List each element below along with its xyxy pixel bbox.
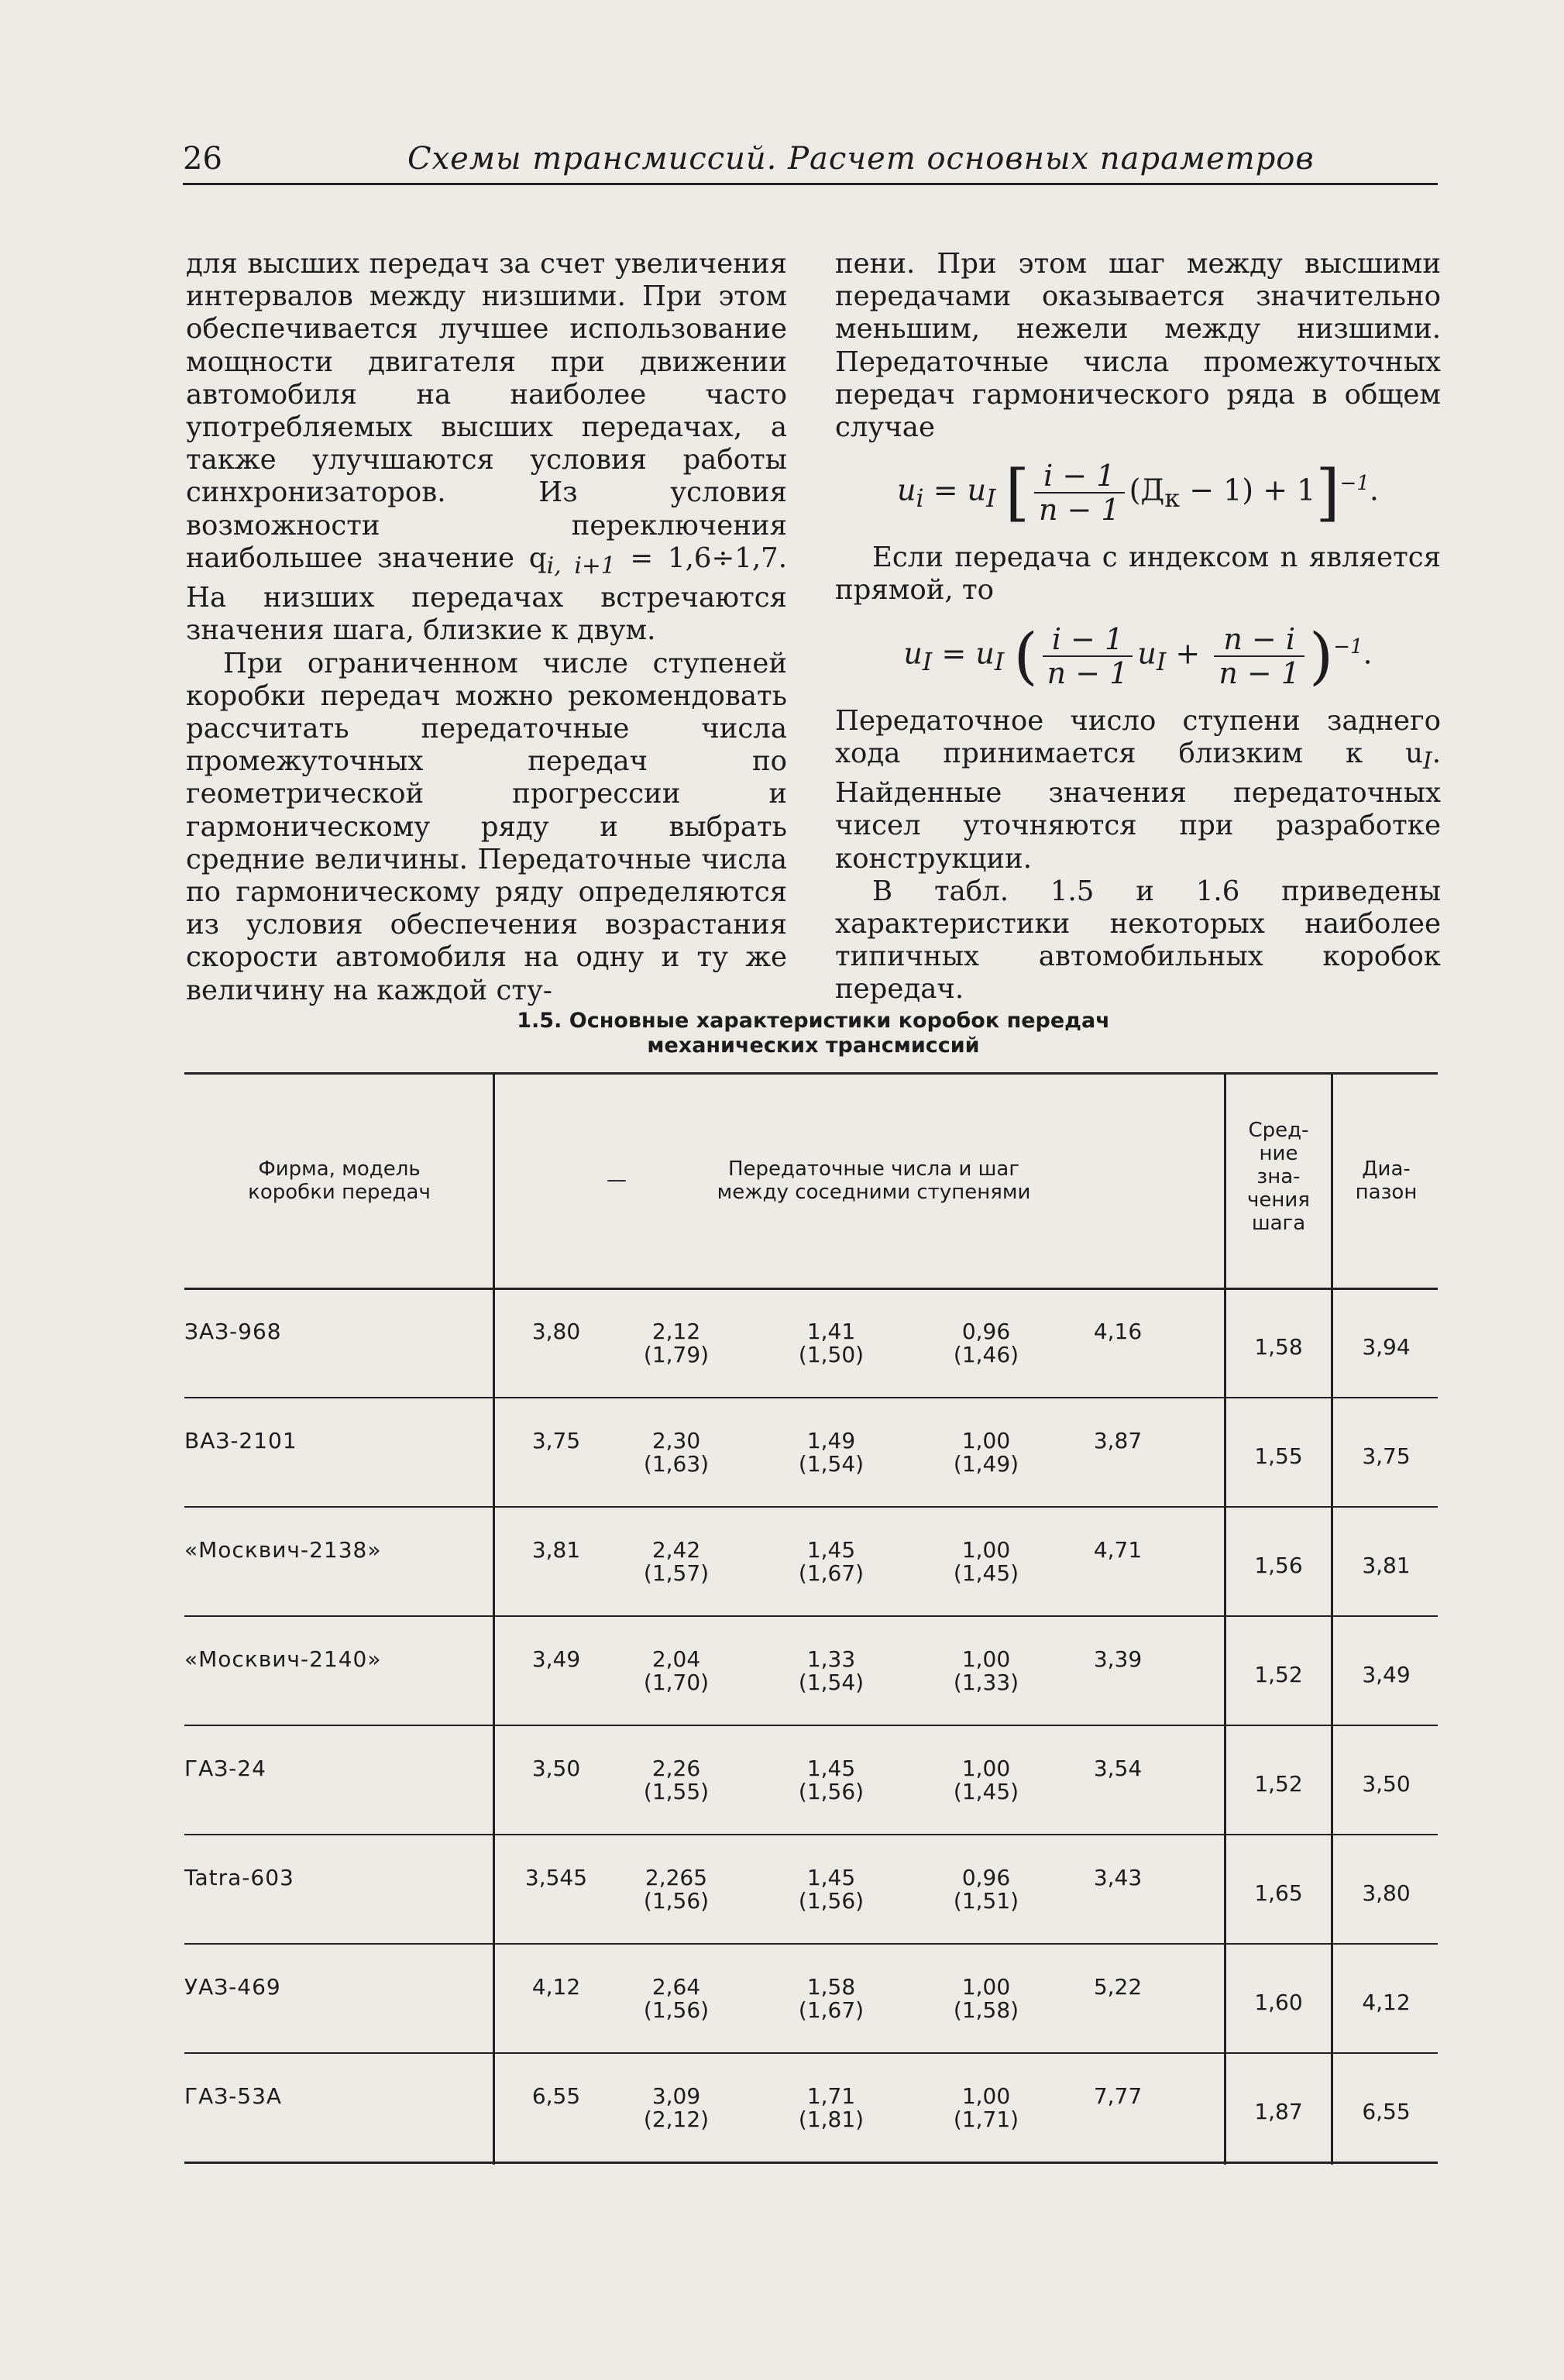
step-value: (1,49) xyxy=(953,1451,1019,1477)
cell-g3 xyxy=(781,1976,882,2022)
gear-ratio: 1,71 xyxy=(806,2083,856,2109)
gear-ratio: 0,96 xyxy=(961,1865,1011,1890)
cell-avg-step: 1,52 xyxy=(1254,1771,1303,1797)
col-divider-range xyxy=(1331,1072,1333,2165)
gear-ratio: 1,58 xyxy=(806,1974,856,2000)
cell-g1 xyxy=(510,1648,603,1671)
cell-firm-model: ЗАЗ-968 xyxy=(184,1319,282,1344)
gear-ratio: 3,81 xyxy=(531,1537,581,1563)
step-value: (1,51) xyxy=(953,1888,1019,1914)
right-paragraph-3: Передаточное число ступени заднего хода принимается близким к $u_I$. Найденные значения передаточных чисел уточняются при разработке конструкции. xyxy=(835,704,1441,875)
gear-ratio: 4,71 xyxy=(1093,1537,1143,1563)
left-column xyxy=(186,248,787,1007)
cell-firm-model: ВАЗ-2101 xyxy=(184,1428,297,1453)
cell-firm-model: ГАЗ-53А xyxy=(184,2083,283,2109)
row-divider xyxy=(184,1725,1438,1726)
cell-g3 xyxy=(781,1539,882,1585)
cell-g1 xyxy=(510,1866,603,1890)
gear-ratio: 1,00 xyxy=(961,1756,1011,1781)
cell-g4 xyxy=(928,1976,1044,2022)
cell-avg-step: 1,55 xyxy=(1254,1443,1303,1469)
cell-rev xyxy=(1075,1757,1160,1780)
left-paragraph-1: для высших передач за счет увеличения интервалов между низшими. При этом обеспечивается лучшее использование мощности двигателя при движении автомобиля на наиболее часто употребляемых высших передачах, а также улучшаются условия работы синхронизаторов. Из условия возможности переключения наибольшее значение $q_{i, i+1} = 1,6\div 1,7$. На низших передачах встречаются значения шага, близкие к двум. xyxy=(186,248,787,647)
table-header-rule xyxy=(184,1288,1438,1290)
gear-ratio: 7,77 xyxy=(1093,2083,1143,2109)
header-dash: — xyxy=(607,1168,627,1192)
gear-ratio: 3,09 xyxy=(651,2083,701,2109)
row-divider xyxy=(184,1834,1438,1835)
cell-g1 xyxy=(510,1320,603,1343)
gear-ratio: 1,45 xyxy=(806,1756,856,1781)
step-value: (1,79) xyxy=(643,1342,710,1367)
gear-ratio: 0,96 xyxy=(961,1319,1011,1344)
cell-firm-model: УАЗ-469 xyxy=(184,1974,281,2000)
row-divider xyxy=(184,1943,1438,1945)
formula-direct: $u_I = u_I$ ( $\frac{i - 1}{n - 1}$ $u_I$ + $\frac{n - i}{n - 1}$ )$^{-1}$. xyxy=(903,619,1373,692)
cell-g4 xyxy=(928,1539,1044,1585)
gear-ratio: 1,00 xyxy=(961,1974,1011,2000)
step-value: (1,33) xyxy=(953,1670,1019,1695)
gear-ratio: 1,00 xyxy=(961,1646,1011,1672)
step-value: (1,46) xyxy=(953,1342,1019,1367)
cell-rev xyxy=(1075,1429,1160,1453)
row-divider xyxy=(184,2052,1438,2054)
header-firm: Фирма, модель коробки передач xyxy=(248,1157,431,1204)
cell-avg-step: 1,65 xyxy=(1254,1880,1303,1906)
cell-g2 xyxy=(618,1976,734,2022)
gear-ratio: 3,50 xyxy=(531,1756,581,1781)
step-value: (1,58) xyxy=(953,1997,1019,2023)
cell-g1 xyxy=(510,1429,603,1453)
step-value: (1,56) xyxy=(643,1888,710,1914)
cell-range: 3,50 xyxy=(1362,1771,1411,1797)
cell-g4 xyxy=(928,1866,1044,1913)
cell-rev xyxy=(1075,2085,1160,2108)
step-value: (1,56) xyxy=(643,1997,710,2023)
cell-avg-step: 1,56 xyxy=(1254,1553,1303,1578)
cell-avg-step: 1,58 xyxy=(1254,1334,1303,1360)
cell-rev xyxy=(1075,1648,1160,1671)
cell-range: 3,75 xyxy=(1362,1443,1411,1469)
cell-rev xyxy=(1075,1866,1160,1890)
row-divider xyxy=(184,1506,1438,1508)
gear-ratio: 4,12 xyxy=(531,1974,581,2000)
cell-g3 xyxy=(781,2085,882,2131)
formula-harmonic: $u_i = u_I$ [ $\frac{i - 1}{n - 1}$ $(Д_к - 1) + 1]^{-1}$. xyxy=(897,456,1379,529)
step-value: (1,54) xyxy=(798,1451,864,1477)
table-caption: 1.5. Основные характеристики коробок передач механических трансмиссий xyxy=(517,1009,1110,1058)
gear-ratio: 2,12 xyxy=(651,1319,701,1344)
step-value: (1,50) xyxy=(798,1342,864,1367)
gear-ratio: 1,49 xyxy=(806,1428,856,1453)
step-value: (1,67) xyxy=(798,1997,864,2023)
cell-g3 xyxy=(781,1320,882,1367)
header-range: Диа- пазон xyxy=(1355,1157,1418,1204)
cell-g3 xyxy=(781,1866,882,1913)
cell-g2 xyxy=(618,1429,734,1476)
gear-ratio: 3,75 xyxy=(531,1428,581,1453)
cell-g2 xyxy=(618,1648,734,1694)
gear-ratio: 2,30 xyxy=(651,1428,701,1453)
cell-g2 xyxy=(618,2085,734,2131)
cell-g4 xyxy=(928,1320,1044,1367)
col-divider-firm xyxy=(493,1072,495,2165)
gear-ratio: 1,41 xyxy=(806,1319,856,1344)
cell-range: 3,81 xyxy=(1362,1553,1411,1578)
step-value: (1,81) xyxy=(798,2107,864,2132)
gear-ratio: 3,49 xyxy=(531,1646,581,1672)
step-value: (1,56) xyxy=(798,1779,864,1804)
gear-ratio: 1,45 xyxy=(806,1865,856,1890)
gear-ratio: 4,16 xyxy=(1093,1319,1143,1344)
cell-range: 3,49 xyxy=(1362,1662,1411,1687)
gear-ratio: 1,00 xyxy=(961,1537,1011,1563)
gear-ratio: 6,55 xyxy=(531,2083,581,2109)
cell-g1 xyxy=(510,1539,603,1562)
cell-g4 xyxy=(928,1429,1044,1476)
cell-g3 xyxy=(781,1757,882,1804)
step-value: (1,57) xyxy=(643,1560,710,1586)
step-value: (1,54) xyxy=(798,1670,864,1695)
step-value: (1,55) xyxy=(643,1779,710,1804)
cell-g2 xyxy=(618,1539,734,1585)
cell-g1 xyxy=(510,2085,603,2108)
table-top-rule xyxy=(184,1072,1438,1075)
step-value: (1,63) xyxy=(643,1451,710,1477)
step-value: (1,67) xyxy=(798,1560,864,1586)
gear-ratio: 2,26 xyxy=(651,1756,701,1781)
cell-rev xyxy=(1075,1320,1160,1343)
row-divider xyxy=(184,1615,1438,1617)
gear-ratio: 3,43 xyxy=(1093,1865,1143,1890)
cell-g1 xyxy=(510,1757,603,1780)
cell-g3 xyxy=(781,1648,882,1694)
cell-g2 xyxy=(618,1320,734,1367)
cell-g1 xyxy=(510,1976,603,1999)
cell-range: 3,94 xyxy=(1362,1334,1411,1360)
right-paragraph-2: Если передача с индексом n является прямой, то xyxy=(835,542,1441,607)
page-header xyxy=(183,138,1438,186)
gear-ratio: 1,45 xyxy=(806,1537,856,1563)
gear-ratio: 2,265 xyxy=(645,1865,708,1890)
cell-g4 xyxy=(928,2085,1044,2131)
gear-ratio: 3,54 xyxy=(1093,1756,1143,1781)
cell-firm-model: ГАЗ-24 xyxy=(184,1756,266,1781)
cell-range: 4,12 xyxy=(1362,1990,1411,2015)
gear-ratio: 1,33 xyxy=(806,1646,856,1672)
header-ratios: Передаточные числа и шаг между соседними ступенями xyxy=(717,1157,1031,1204)
right-paragraph-1: пени. При этом шаг между высшими передачами оказывается значительно меньшим, нежели между низшими. Передаточные числа промежуточных передач гармонического ряда в общем случае xyxy=(835,248,1441,444)
cell-g2 xyxy=(618,1866,734,1913)
row-divider xyxy=(184,1397,1438,1398)
cell-range: 6,55 xyxy=(1362,2099,1411,2124)
gear-ratio: 2,64 xyxy=(651,1974,701,2000)
step-value: (2,12) xyxy=(643,2107,710,2132)
gear-ratio: 3,545 xyxy=(524,1865,588,1890)
cell-firm-model: «Москвич-2140» xyxy=(184,1646,382,1672)
cell-g4 xyxy=(928,1757,1044,1804)
table-bottom-rule xyxy=(184,2162,1438,2164)
gear-ratio: 3,39 xyxy=(1093,1646,1143,1672)
cell-rev xyxy=(1075,1539,1160,1562)
gear-ratio: 3,80 xyxy=(531,1319,581,1344)
cell-g2 xyxy=(618,1757,734,1804)
step-value: (1,56) xyxy=(798,1888,864,1914)
step-value: (1,45) xyxy=(953,1779,1019,1804)
cell-range: 3,80 xyxy=(1362,1880,1411,1906)
left-paragraph-2: При ограниченном числе ступеней коробки передач можно рекомендовать рассчитать передаточные числа промежуточных передач по геометрической прогрессии и гармоническому ряду и выбрать средние величины. Передаточные числа по гармоническому ряду определяются из условия обеспечения возрастания скорости автомобиля на одну и ту же величину на каждой сту- xyxy=(186,647,787,1006)
cell-avg-step: 1,60 xyxy=(1254,1990,1303,2015)
gear-ratio: 2,04 xyxy=(651,1646,701,1672)
cell-avg-step: 1,52 xyxy=(1254,1662,1303,1687)
page-number: 26 xyxy=(183,141,222,177)
cell-g3 xyxy=(781,1429,882,1476)
gear-ratio: 3,87 xyxy=(1093,1428,1143,1453)
step-value: (1,70) xyxy=(643,1670,710,1695)
right-paragraph-4: В табл. 1.5 и 1.6 приведены характеристики некоторых наиболее типичных автомобильных коробок передач. xyxy=(835,875,1441,1006)
gear-ratio: 1,00 xyxy=(961,1428,1011,1453)
right-column xyxy=(835,248,1441,1006)
cell-firm-model: «Москвич-2138» xyxy=(184,1537,382,1563)
step-value: (1,71) xyxy=(953,2107,1019,2132)
gear-ratio: 5,22 xyxy=(1093,1974,1143,2000)
gear-ratio: 2,42 xyxy=(651,1537,701,1563)
gear-ratio: 1,00 xyxy=(961,2083,1011,2109)
cell-avg-step: 1,87 xyxy=(1254,2099,1303,2124)
step-value: (1,45) xyxy=(953,1560,1019,1586)
cell-firm-model: Tatra-603 xyxy=(184,1865,294,1890)
cell-g4 xyxy=(928,1648,1044,1694)
header-avg-step: Сред- ние зна- чения шага xyxy=(1247,1119,1310,1235)
running-title: Схемы трансмиссий. Расчет основных параметров xyxy=(407,141,1315,177)
header-rule xyxy=(183,183,1438,185)
cell-rev xyxy=(1075,1976,1160,1999)
